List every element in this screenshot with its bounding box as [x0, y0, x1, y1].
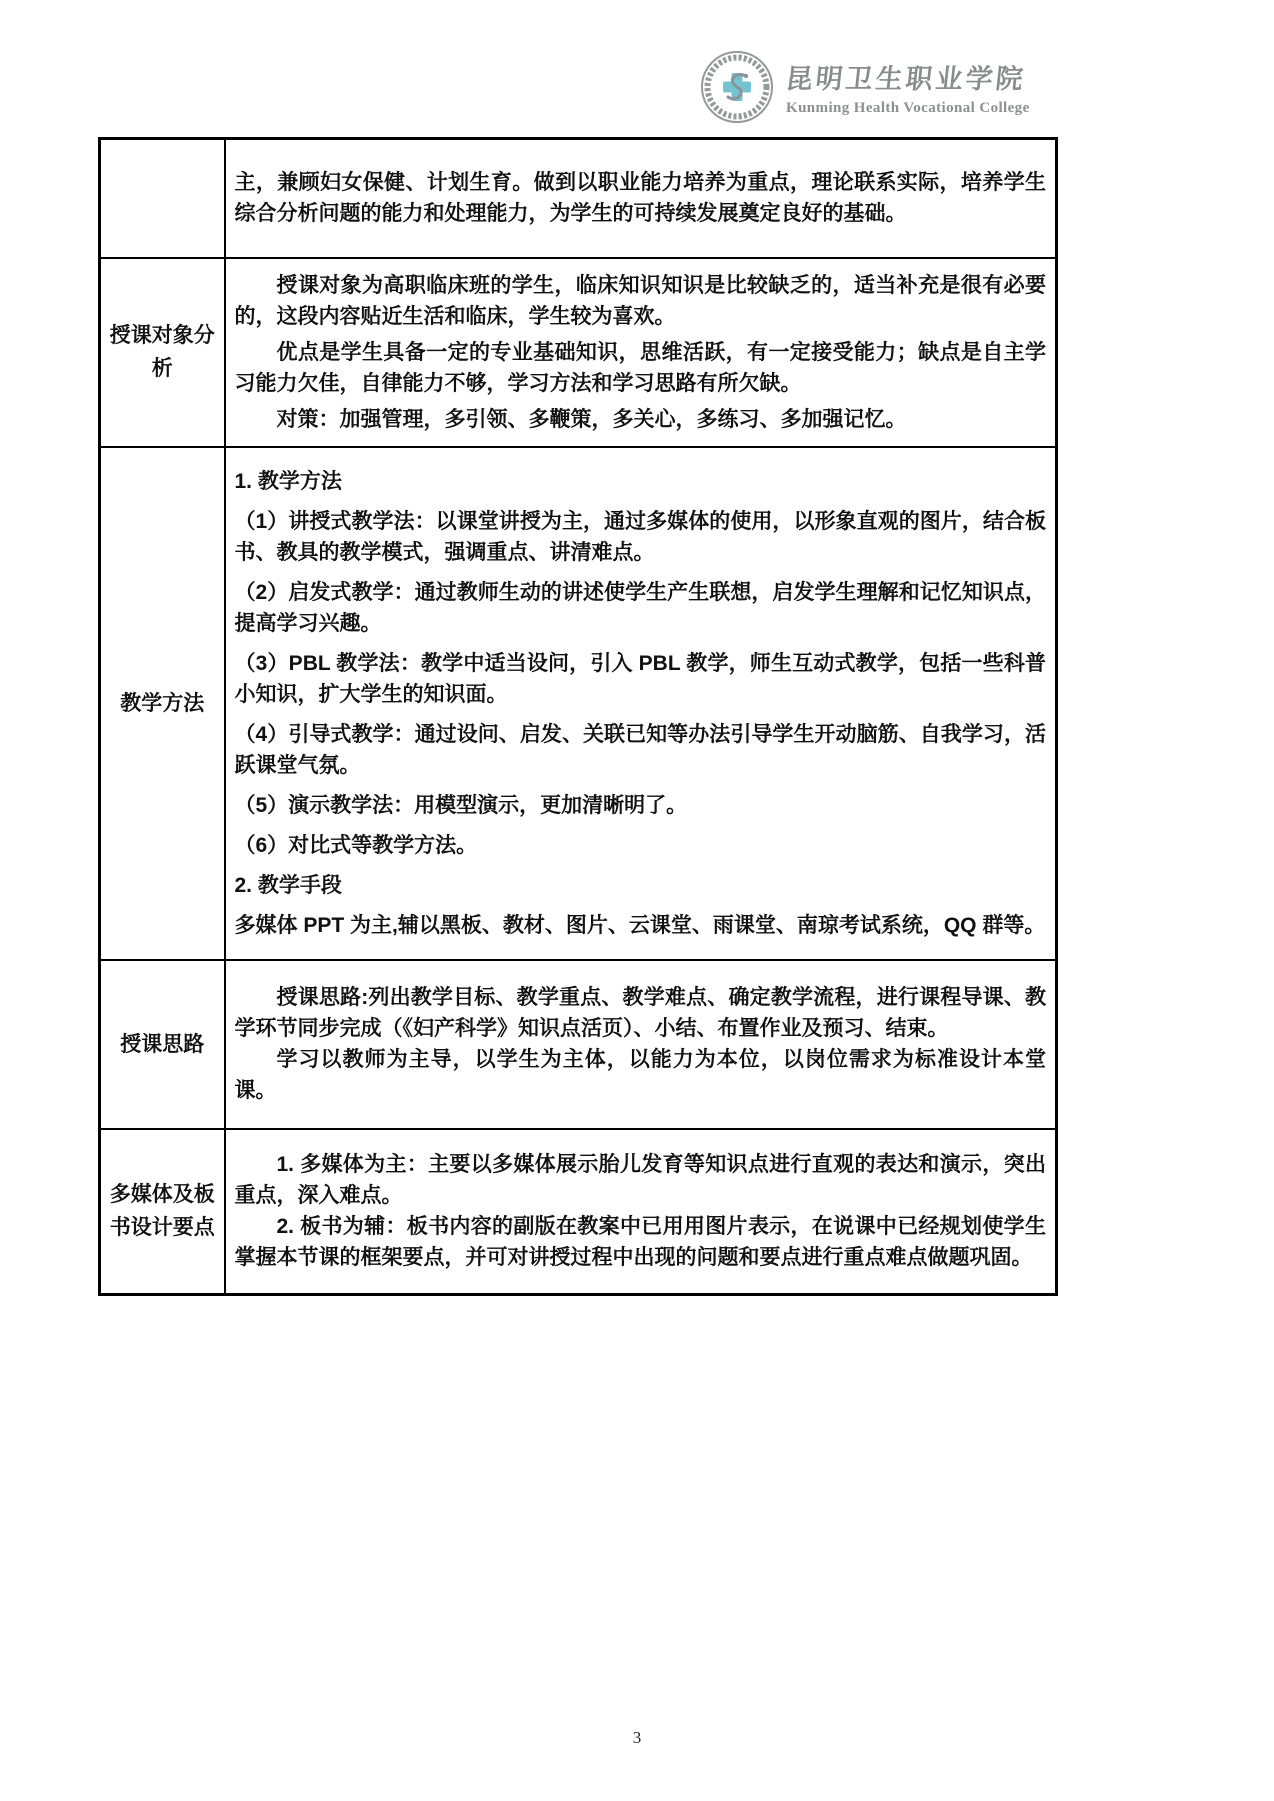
table-row-teaching-methods: [100, 447, 1057, 960]
paragraph: 优点是学生具备一定的专业基础知识，思维活跃，有一定接受能力；缺点是自主学习能力欠佳，自律能力不够，学习方法和学习思路有所欠缺。: [234, 340, 1046, 395]
paragraph: （3）PBL 教学法：教学中适当设问，引入 PBL 教学，师生互动式教学，包括一些科普小知识，扩大学生的知识面。: [234, 651, 1046, 706]
college-name-en: Kunming Health Vocational College: [786, 100, 1030, 116]
college-seal-icon: [700, 50, 774, 124]
row-content-multimedia-board-design: [225, 1129, 1057, 1295]
paragraph: （2）启发式教学：通过教师生动的讲述使学生产生联想，启发学生理解和记忆知识点，提高学习兴趣。: [234, 580, 1046, 635]
college-name-cn: 昆明卫生职业学院: [784, 64, 1028, 94]
row-content-continuation: [225, 139, 1057, 258]
paragraph: （1）讲授式教学法：以课堂讲授为主，通过多媒体的使用，以形象直观的图片，结合板书、教具的教学模式，强调重点、讲清难点。: [234, 509, 1046, 564]
paragraph: 2. 板书为辅：板书内容的副版在教案中已用用图片表示，在说课中已经规划使学生掌握本节课的框架要点，并可对讲授过程中出现的问题和要点进行重点难点做题巩固。: [234, 1215, 1046, 1270]
table-row-lecture-approach: [100, 960, 1057, 1129]
row-label-teaching-methods: 教学方法: [100, 447, 225, 960]
paragraph: 主，兼顾妇女保健、计划生育。做到以职业能力培养为重点，理论联系实际，培养学生综合分析问题的能力和处理能力，为学生的可持续发展奠定良好的基础。: [234, 171, 1046, 226]
college-name-block: [786, 57, 1030, 117]
paragraph: 多媒体 PPT 为主,辅以黑板、教材、图片、云课堂、雨课堂、南琼考试系统，QQ 群等。: [234, 913, 1046, 937]
row-content-lecture-approach: [225, 960, 1057, 1129]
paragraph: 1. 多媒体为主：主要以多媒体展示胎儿发育等知识点进行直观的表达和演示，突出重点，深入难点。: [234, 1153, 1046, 1208]
lesson-plan-table: [98, 137, 1058, 1296]
paragraph: （4）引导式教学：通过设问、启发、关联已知等办法引导学生开动脑筋、自我学习，活跃课堂气氛。: [234, 722, 1046, 777]
row-label-multimedia-board-design: 多媒体及板书设计要点: [100, 1129, 225, 1295]
row-label-lecture-approach: 授课思路: [100, 960, 225, 1129]
paragraph: 学习以教师为主导，以学生为主体，以能力为本位，以岗位需求为标准设计本堂课。: [234, 1048, 1046, 1102]
paragraph: （5）演示教学法：用模型演示，更加清晰明了。: [234, 793, 688, 817]
row-content-audience-analysis: [225, 258, 1057, 447]
paragraph: 1. 教学方法: [234, 469, 342, 493]
row-content-teaching-methods: [225, 447, 1057, 960]
paragraph: 授课对象为高职临床班的学生，临床知识知识是比较缺乏的，适当补充是很有必要的，这段内容贴近生活和临床，学生较为喜欢。: [234, 273, 1046, 328]
table-row-multimedia-board-design: [100, 1129, 1057, 1295]
paragraph: 授课思路:列出教学目标、教学重点、教学难点、确定教学流程，进行课程导课、教学环节同步完成（《妇产科学》知识点活页）、小结、布置作业及预习、结束。: [234, 986, 1046, 1040]
table-row-continuation: [100, 139, 1057, 258]
paragraph: （6）对比式等教学方法。: [234, 833, 478, 857]
college-header: [700, 50, 1030, 124]
page-number: 3: [632, 1728, 642, 1747]
table-row-audience-analysis: [100, 258, 1057, 447]
row-label-audience-analysis: 授课对象分析: [100, 258, 225, 447]
row-label-empty: [100, 139, 225, 258]
paragraph: 对策：加强管理，多引领、多鞭策，多关心，多练习、多加强记忆。: [276, 407, 907, 431]
paragraph: 2. 教学手段: [234, 873, 342, 897]
